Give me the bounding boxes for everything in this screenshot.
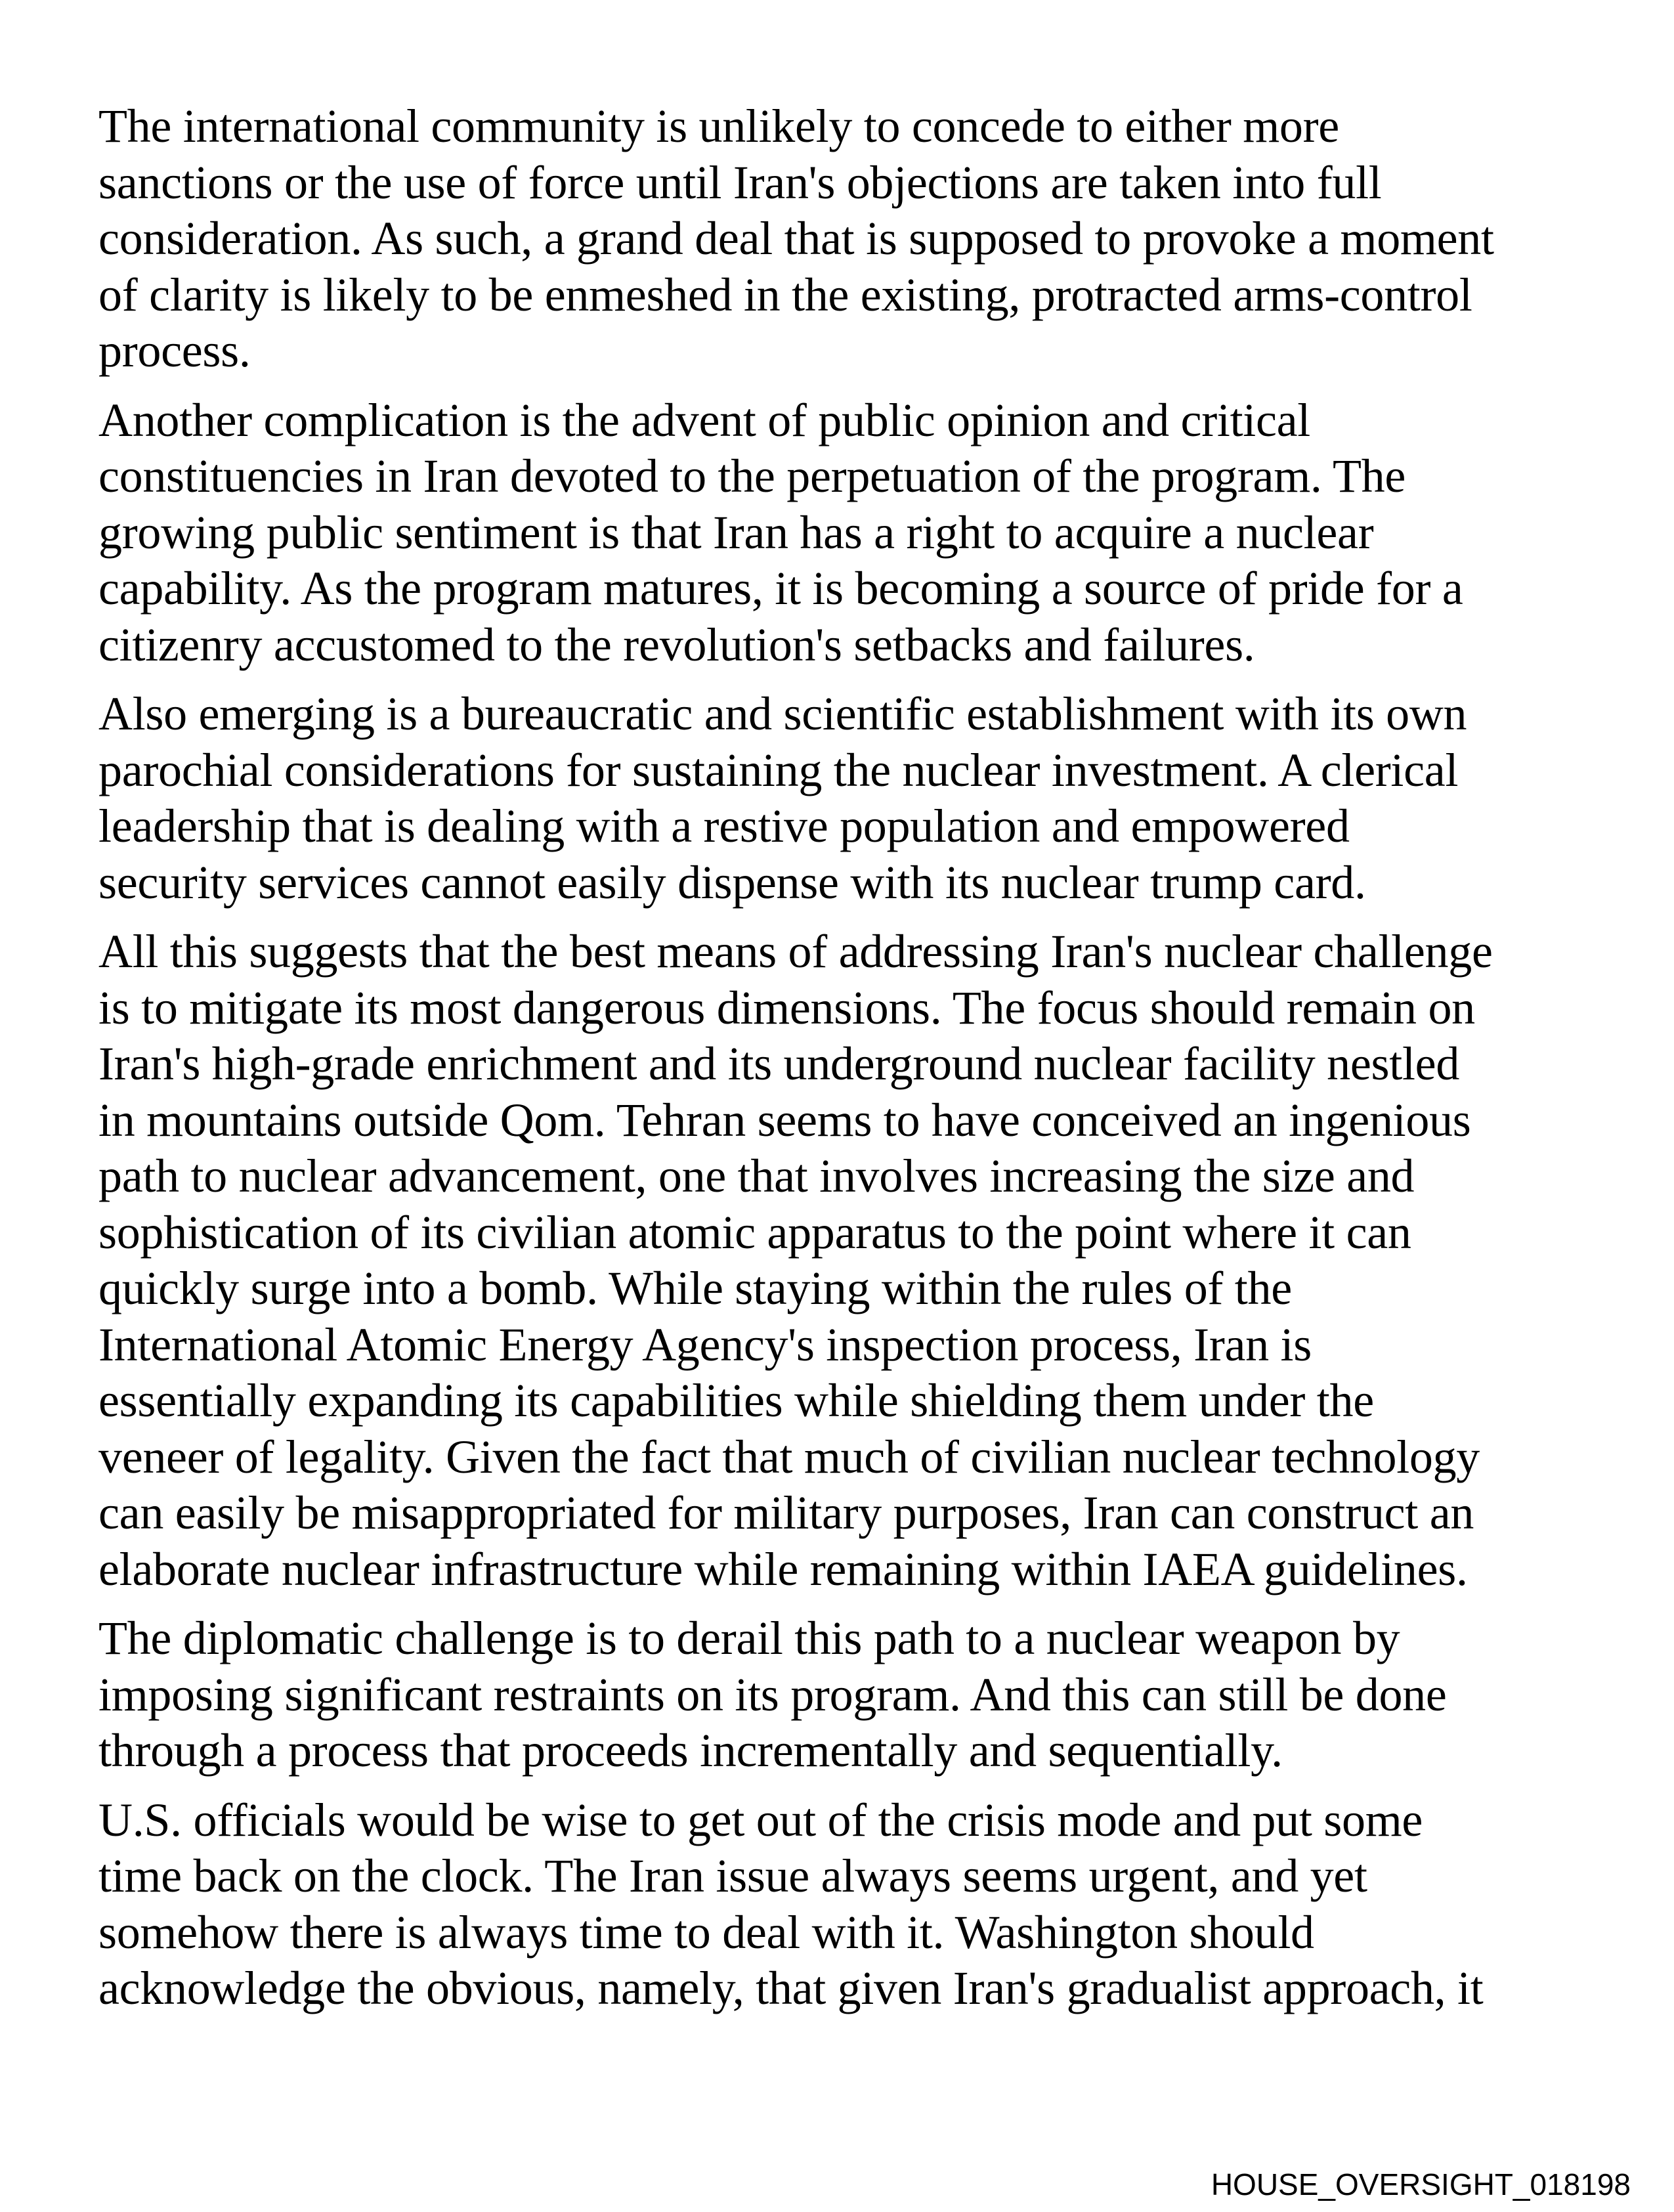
text-line: essentially expanding its capabilities while shielding them under the: [98, 1374, 1374, 1427]
paragraph: [98, 1611, 1608, 1779]
text-line: sanctions or the use of force until Iran's objections are taken into full: [98, 156, 1382, 209]
text-line: veneer of legality. Given the fact that much of civilian nuclear technology: [98, 1430, 1480, 1483]
text-line: parochial considerations for sustaining the nuclear investment. A clerical: [98, 743, 1459, 796]
text-line: constituencies in Iran devoted to the perpetuation of the program. The: [98, 450, 1406, 502]
paragraph: [98, 393, 1608, 674]
text-line: consideration. As such, a grand deal that is supposed to provoke a moment: [98, 212, 1494, 265]
text-line: All this suggests that the best means of addressing Iran's nuclear challenge: [98, 925, 1493, 978]
text-line: time back on the clock. The Iran issue always seems urgent, and yet: [98, 1850, 1367, 1902]
paragraph: [98, 686, 1608, 911]
text-line: growing public sentiment is that Iran has a right to acquire a nuclear: [98, 506, 1374, 559]
text-line: Another complication is the advent of public opinion and critical: [98, 393, 1310, 446]
text-line: The international community is unlikely to concede to either more: [98, 100, 1339, 152]
text-line: sophistication of its civilian atomic apparatus to the point where it can: [98, 1205, 1411, 1259]
text-line: in mountains outside Qom. Tehran seems to have conceived an ingenious: [98, 1093, 1471, 1146]
text-line: International Atomic Energy Agency's inspection process, Iran is: [98, 1318, 1312, 1371]
text-line: of clarity is likely to be enmeshed in the existing, protracted arms-control: [98, 268, 1472, 321]
text-line: can easily be misappropriated for military purposes, Iran can construct an: [98, 1486, 1474, 1539]
text-line: leadership that is dealing with a restive population and empowered: [98, 800, 1350, 852]
text-line: Also emerging is a bureaucratic and scientific establishment with its own: [98, 687, 1467, 740]
text-line: imposing significant restraints on its program. And this can still be done: [98, 1668, 1447, 1721]
paragraph: [98, 1792, 1608, 2017]
text-line: citizenry accustomed to the revolution's setbacks and failures.: [98, 618, 1255, 671]
paragraph: [98, 924, 1608, 1597]
text-line: somehow there is always time to deal with it. Washington should: [98, 1905, 1314, 1959]
document-body: [98, 98, 1608, 2030]
text-line: quickly surge into a bomb. While staying within the rules of the: [98, 1262, 1292, 1314]
text-line: capability. As the program matures, it is becoming a source of pride for a: [98, 562, 1463, 615]
text-line: process.: [98, 324, 251, 377]
text-line: The diplomatic challenge is to derail this path to a nuclear weapon by: [98, 1612, 1400, 1664]
text-line: is to mitigate its most dangerous dimensions. The focus should remain on: [98, 981, 1475, 1034]
text-line: elaborate nuclear infrastructure while remaining within IAEA guidelines.: [98, 1542, 1468, 1595]
text-line: Iran's high-grade enrichment and its underground nuclear facility nestled: [98, 1037, 1460, 1090]
text-line: acknowledge the obvious, namely, that given Iran's gradualist approach, it: [98, 1962, 1484, 2014]
text-line: U.S. officials would be wise to get out of the crisis mode and put some: [98, 1793, 1423, 1846]
text-line: security services cannot easily dispense with its nuclear trump card.: [98, 856, 1366, 909]
text-line: through a process that proceeds incrementally and sequentially.: [98, 1724, 1283, 1777]
bates-number: HOUSE_OVERSIGHT_018198: [1211, 2167, 1631, 2201]
text-line: path to nuclear advancement, one that involves increasing the size and: [98, 1150, 1415, 1202]
paragraph: [98, 98, 1608, 380]
